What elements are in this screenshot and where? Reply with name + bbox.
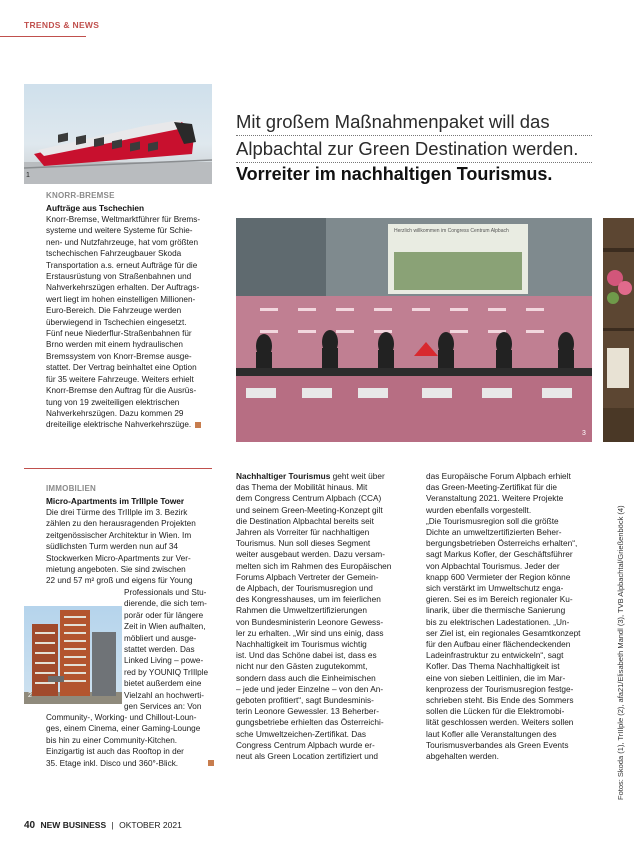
column-line: „Die Tourismusregion soll die größte xyxy=(426,515,559,526)
news2-body-bottom xyxy=(46,712,221,769)
news2-line: mietung angeboten. Sie sind zwischen xyxy=(46,565,186,575)
tower-image xyxy=(24,606,122,704)
image-number-2: 2 xyxy=(28,692,32,699)
column-line: neut als Green Location zertifiziert und xyxy=(236,751,379,762)
feature-column-2 xyxy=(426,471,594,762)
tower-illustration xyxy=(24,606,122,704)
column-line: lität geschlossen werden. Weiters sollen xyxy=(426,717,574,728)
feature-column-1: Nachhaltiger Tourismus geht weit über das Thema der Mobilität hinaus. Mit dem Congress Centrum Alpbach (CCA) und seinem Green-Meeting-Konzept gilt die Destination Alpbachtal bereits seit Jahren als Vorreiter für nachhaltigen Tourismus. Nun soll dieses Segment weiter ausgebaut werden. Dazu versam- melten sich im Rahmen des Europäischen Forums Alpbach Vertreter der Gemein- de Alpbach, der Tourismusregion und des Kongresshauses, um im feierlichen Rahmen die Umweltzertifizierungen von Bundesministerin Leonore Gewess- ler zu erhalten. „Wir sind uns einig, dass Nachhaltigkeit im Tourismus wichtig ist. Und das Schöne dabei ist, dass es nicht nur den Gästen zugutekommt, sondern dass auch die Einheimischen – jede und jeder Einzelne – von den An- geboten profitiert“, sagt Bundesminis- terin Leonore Gewessler. 13 Beherber- gungsbetriebe erhielten das Österreichi- sche Umweltzeichen-Zertifikat. Das Congress Centrum Alpbach wurde er- neut als Green Location zertifiziert und xyxy=(236,471,414,762)
news1-line: Euro-Bereich. Die Fahrzeuge werden xyxy=(46,306,182,316)
column-line: das Europäische Forum Alpbach erhielt xyxy=(426,471,571,481)
news2-body-top xyxy=(46,507,216,587)
news1-body xyxy=(46,214,216,431)
news1-line: tschechischen Fahrzeugbauer Skoda xyxy=(46,249,182,259)
column-line: sollen die Lücken für die Elektromobi- xyxy=(426,706,565,717)
column-line: laut Kofler alle Veranstaltungen des xyxy=(426,728,557,739)
column-line: Tourismus. Nun soll dieses Segment xyxy=(236,538,371,549)
news1-line: systeme und weitere Systeme für Schie- xyxy=(46,226,193,236)
headline-divider xyxy=(236,162,592,163)
column-line: de Alpbach, der Tourismusregion und xyxy=(236,583,373,594)
column-line: nicht nur den Gästen zugutekommt, xyxy=(236,661,368,672)
news1-line: Knorr-Bremse, Weltmarktführer für Brems- xyxy=(46,215,201,224)
column-line: Tourismusverbandes als Green Events xyxy=(426,739,569,750)
image-number-1: 1 xyxy=(26,172,30,179)
column-line: sagt Markus Kofler, der Geschäftsführer xyxy=(426,549,573,560)
news2-subhead: Micro-Apartments im TrIIlple Tower xyxy=(46,496,185,506)
news1-line: Brno werden mit einem hydraulischen xyxy=(46,340,183,350)
news2-line: Stockwerken Micro-Apartments zur Ver- xyxy=(46,553,191,563)
news1-line: dreiteilige elektrische Nahverkehrszüge. xyxy=(46,419,216,430)
column-line: von Bundesministerin Leonore Gewess- xyxy=(236,616,384,627)
column-line: die Destination Alpbachtal bereits seit xyxy=(236,515,374,526)
column-line: gungsbetriebe erhielten das Österreichi- xyxy=(236,717,384,728)
column-line: dem Congress Centrum Alpbach (CCA) xyxy=(236,493,382,504)
news2-line: red by YOUNIQ TrIIlple xyxy=(124,667,209,677)
news2-body-narrow xyxy=(124,587,220,712)
news-separator xyxy=(24,468,212,469)
column-line: Kofler. Das Thema Nachhaltigkeit ist xyxy=(426,661,560,672)
chalet-illustration xyxy=(603,218,634,442)
chalet-image xyxy=(603,218,634,442)
column-line: das Green-Meeting-Zertifikat für die xyxy=(426,482,557,493)
column-line: Forums Alpbach Vertreter der Gemein- xyxy=(236,571,379,582)
column-line: knapp 600 Vermieter der Region könne xyxy=(426,571,571,582)
column-line: bis zu elektrischen Ladestationen. „Un- xyxy=(426,616,570,627)
section-tag-rule xyxy=(0,36,86,37)
column-line: ist. Und das Schöne dabei ist, dass es xyxy=(236,650,377,661)
issue-date: OKTOBER 2021 xyxy=(119,820,182,830)
news2-line: Community-, Working- und Chillout-Loun- xyxy=(46,713,197,722)
column-line: schrieben steht. Bis Ende des Sommers xyxy=(426,695,574,706)
news2-line: Linked Living – powe- xyxy=(124,656,204,666)
photo-credit: Fotos: Skoda (1), TrIIlple (2), afa21/Elisabeth Mandl (3), TVB Alpbachtal/Grießenböck (4) xyxy=(616,505,625,800)
feature-headline-line1: Mit großem Maßnahmenpaket will das xyxy=(236,111,550,132)
column-line: ser Ziel ist, ein regionales Gesamtkonzept xyxy=(426,627,581,638)
magazine-name: NEW BUSINESS xyxy=(40,820,107,830)
tram-image xyxy=(24,84,212,184)
screen-text: Herzlich willkommen im Congress Centrum Alpbach xyxy=(394,228,509,234)
news2-label: IMMOBILIEN xyxy=(46,484,96,493)
news1-line: wert liegt im hohen einstelligen Millionen- xyxy=(46,294,196,304)
column-line: und seinem Green-Meeting-Konzept gilt xyxy=(236,504,383,515)
column-line: von Alpbachtal Tourismus. Jeder der xyxy=(426,560,560,571)
column-line: kenprozess der Tourismusregion festge- xyxy=(426,683,574,694)
news1-subhead: Aufträge aus Tschechien xyxy=(46,203,145,213)
column-line: Jahren als Vorreiter für nachhaltigen xyxy=(236,527,370,538)
column-line: wurden ebenfalls vorgestellt. xyxy=(426,504,532,515)
news2-line: bis hin zu einer Community-Kitchen. xyxy=(46,735,178,745)
news1-line: Bremssystem von Knorr-Bremse ausge- xyxy=(46,351,192,361)
column-line: sche Umweltzeichen-Zertifikat. Das xyxy=(236,728,367,739)
column-line: weiter ausgebaut werden. Dazu versam- xyxy=(236,549,385,560)
column-line: das Thema der Mobilität hinaus. Mit xyxy=(236,482,368,493)
news2-line: porär oder für längere xyxy=(124,610,204,620)
news1-line: für 35 weitere Fahrzeuge. Weiters erhielt xyxy=(46,374,194,384)
column-line: terin Leonore Gewessler. 13 Beherber- xyxy=(236,706,379,717)
column-line: Rahmen die Umweltzertifizierungen xyxy=(236,605,367,616)
tram-illustration xyxy=(24,84,212,184)
conference-photo xyxy=(236,218,592,442)
news2-line: Zeit in Wien aufhalten, xyxy=(124,622,206,632)
column-line: Dichte an umweltzertifizierten Beher- xyxy=(426,527,562,538)
news1-line: tung von 19 zweiteiligen elektrischen xyxy=(46,397,180,407)
column-line: abgehalten werden. xyxy=(426,751,499,762)
footer-separator: | xyxy=(111,820,114,830)
lead-in: Nachhaltiger Tourismus xyxy=(236,471,331,481)
page-number: 40 xyxy=(24,820,36,831)
news1-line: Nahverkehrszügen. Dazu kommen 29 xyxy=(46,408,184,418)
column-line: geboten profitiert“, sagt Bundesminis- xyxy=(236,695,374,706)
column-line: eine von sieben Leitlinien, die im Mar- xyxy=(426,672,566,683)
column-line: sich verstärkt im Umweltschutz enga- xyxy=(426,583,564,594)
news2-line: Professionals und Stu- xyxy=(124,588,207,597)
news1-line: nen- und Nutzfahrzeuge, hat vom größten xyxy=(46,237,199,247)
section-tag: TRENDS & NEWS xyxy=(24,20,100,30)
news1-line: Transportation a.s. erneut Aufträge für die xyxy=(46,260,198,270)
news2-line: südlichsten Turm werden nun auf 34 xyxy=(46,542,178,552)
column-line: des Kongresshauses, um im feierlichen xyxy=(236,594,381,605)
column-line: Veranstaltung 2021. Weitere Projekte xyxy=(426,493,564,504)
news1-line: Fünf neue Niederflur-Straßenbahnen für xyxy=(46,329,192,339)
news1-line: überwiegend in Tschechien eingesetzt. xyxy=(46,317,187,327)
news2-line: bietet außerdem eine xyxy=(124,679,202,689)
news2-line: zeitgenössischer Architektur in Wien. Im xyxy=(46,530,192,540)
column-line: Ladeinfrastruktur zu entwickeln“, sagt xyxy=(426,650,564,661)
column-line: bergungsbetrieben Österreichs erhalten“, xyxy=(426,538,578,549)
news2-line: möbliert und ausge- xyxy=(124,633,197,643)
column-line: ler zu erhalten. „Wir sind uns einig, dass xyxy=(236,627,384,638)
column-line: linarik, über die thermische Sanierung xyxy=(426,605,566,616)
news1-label: KNORR-BREMSE xyxy=(46,191,115,200)
news2-line: 35. Etage inkl. Disco und 360°-Blick. xyxy=(46,758,221,769)
feature-headline-bold: Vorreiter im nachhaltigen Tourismus. xyxy=(236,164,553,184)
news1-line: Knorr-Bremse den Auftrag für die Ausrüs- xyxy=(46,386,197,396)
column-line: melten sich im Rahmen des Europäischen xyxy=(236,560,392,571)
image-number-3: 3 xyxy=(582,430,586,437)
news2-line: ges, einem Cinema, einer Gaming-Lounge xyxy=(46,724,201,734)
news1-line: stattet. Der Vertrag beinhaltet eine Option xyxy=(46,363,197,373)
page-footer xyxy=(24,820,182,831)
column-line: Congress Centrum Alpbach wurde er- xyxy=(236,739,375,750)
end-marker xyxy=(195,422,201,428)
news2-line: stattet werden. Das xyxy=(124,645,195,655)
column-line: gieren. Sei es im Bereich regionaler Ku- xyxy=(426,594,573,605)
column-line: – jede und jeder Einzelne – von den An- xyxy=(236,683,384,694)
news2-line: Die drei Türme des TrIIlple im 3. Bezirk xyxy=(46,508,188,517)
news1-line: Erstausrüstung von Straßenbahnen und xyxy=(46,272,192,282)
news2-line: dierende, die sich tem- xyxy=(124,599,207,609)
end-marker xyxy=(208,760,214,766)
news2-line: Einzigartig ist auch das Rooftop in der xyxy=(46,747,184,757)
column-line: Nachhaltigkeit im Tourismus wichtig xyxy=(236,639,367,650)
column-line: sondern dass auch die Einheimischen xyxy=(236,672,376,683)
news2-line: gen Services an: Von xyxy=(124,702,202,712)
news2-line: Vielzahl an hochwerti- xyxy=(124,690,204,700)
feature-headline-line2: Alpbachtal zur Green Destination werden. xyxy=(236,138,579,159)
news2-line: zählen zu den herausragenden Projekten xyxy=(46,519,196,529)
column-line: für den Aufbau einer flächendeckenden xyxy=(426,639,571,650)
news1-line: Nahverkehrszügen erhalten. Der Auftrags- xyxy=(46,283,200,293)
news2-line: 22 und 57 m² groß und eigens für Young xyxy=(46,576,193,586)
conference-illustration xyxy=(236,218,592,442)
